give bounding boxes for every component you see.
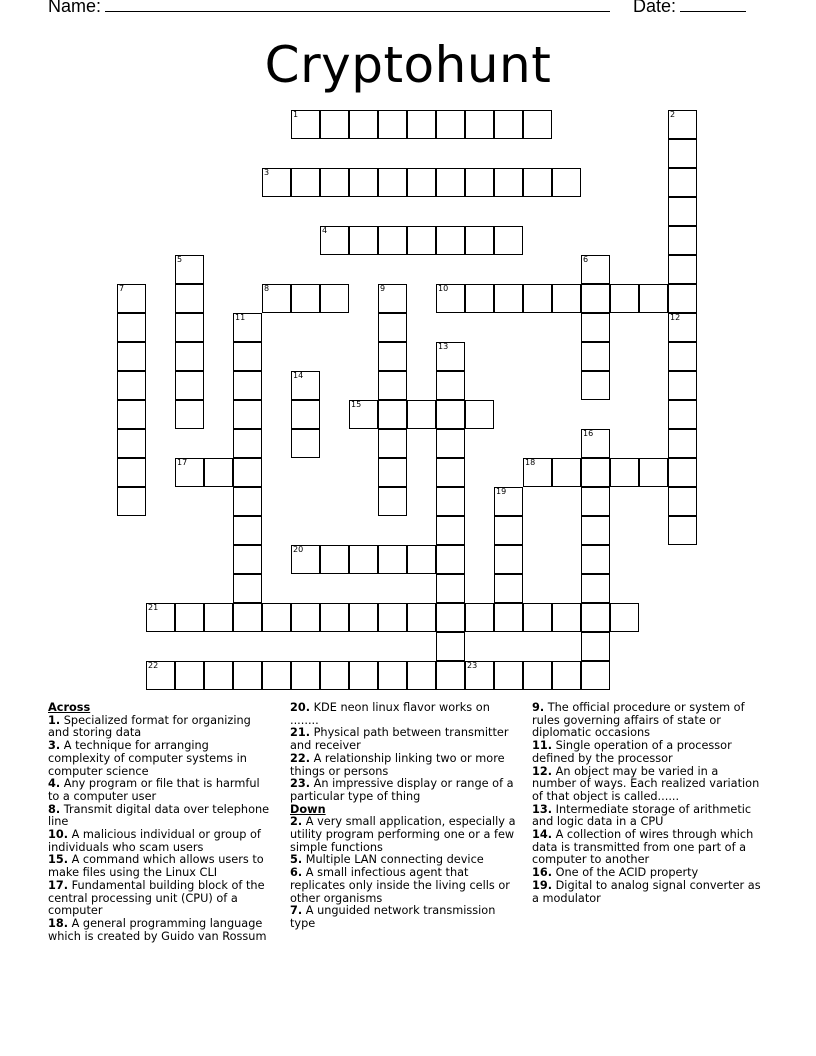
grid-cell[interactable] [581, 342, 610, 371]
across-clue [48, 829, 270, 854]
grid-cell[interactable] [204, 603, 233, 632]
grid-cell[interactable] [494, 516, 523, 545]
grid-cell[interactable] [407, 110, 436, 139]
across-clue [48, 740, 270, 778]
clue-text: A very small application, especially a utility program performing one or a few simple functions [290, 815, 516, 854]
clue-number: 18 [525, 458, 536, 467]
grid-cell[interactable] [233, 313, 262, 342]
grid-cell[interactable] [668, 342, 697, 371]
grid-cell[interactable] [436, 110, 465, 139]
grid-cell[interactable] [668, 458, 697, 487]
grid-cell[interactable] [175, 284, 204, 313]
grid-cell[interactable] [610, 603, 639, 632]
clue-text: The official procedure or system of rules governing affairs of state or diplomatic occasions [532, 701, 745, 740]
across-clue [48, 880, 270, 918]
grid-cell[interactable] [436, 400, 465, 429]
down-clue [532, 880, 764, 905]
grid-cell[interactable] [378, 400, 407, 429]
clue-number: 14 [293, 371, 304, 380]
grid-cell[interactable] [436, 226, 465, 255]
grid-cell[interactable] [668, 197, 697, 226]
grid-cell[interactable] [378, 371, 407, 400]
grid-cell[interactable] [407, 545, 436, 574]
grid-cell[interactable] [175, 400, 204, 429]
grid-cell[interactable] [320, 110, 349, 139]
across-clue [290, 727, 516, 752]
grid-cell[interactable] [523, 110, 552, 139]
grid-cell[interactable] [668, 429, 697, 458]
grid-cell[interactable] [668, 371, 697, 400]
clue-number: 15 [351, 400, 362, 409]
grid-cell[interactable] [436, 632, 465, 661]
grid-cell[interactable] [291, 545, 320, 574]
grid-cell[interactable] [291, 429, 320, 458]
clue-text: A small infectious agent that replicates only inside the living cells or other organisms [290, 866, 510, 905]
grid-cell[interactable] [175, 661, 204, 690]
clue-text: Transmit digital data over telephone line [48, 802, 270, 829]
clue-number: 22 [148, 661, 159, 670]
across-clue [48, 918, 270, 943]
grid-cell[interactable] [378, 661, 407, 690]
clue-number: 23 [467, 661, 478, 670]
grid-cell[interactable] [233, 603, 262, 632]
grid-cell[interactable] [436, 371, 465, 400]
clue-number: 7 [119, 284, 125, 293]
grid-cell[interactable] [262, 168, 291, 197]
grid-cell[interactable] [262, 603, 291, 632]
grid-cell[interactable] [494, 168, 523, 197]
grid-cell[interactable] [378, 545, 407, 574]
grid-cell[interactable] [436, 661, 465, 690]
grid-cell[interactable] [175, 458, 204, 487]
clue-text: A relationship linking two or more things or persons [290, 751, 505, 778]
clue-number-label: 3. [48, 739, 61, 753]
clue-number-label: 1. [48, 713, 61, 727]
grid-cell[interactable] [552, 603, 581, 632]
clue-text: Specialized format for organizing and storing data [48, 713, 251, 740]
grid-cell[interactable] [349, 168, 378, 197]
clue-number-label: 22. [290, 751, 311, 765]
grid-cell[interactable] [668, 400, 697, 429]
grid-cell[interactable] [668, 313, 697, 342]
grid-cell[interactable] [378, 110, 407, 139]
grid-cell[interactable] [523, 168, 552, 197]
clue-number-label: 21. [290, 726, 311, 740]
grid-cell[interactable] [291, 661, 320, 690]
grid-cell[interactable] [233, 371, 262, 400]
name-label: Name: [48, 0, 102, 16]
grid-cell[interactable] [175, 313, 204, 342]
grid-cell[interactable] [233, 487, 262, 516]
clue-text: A malicious individual or group of individuals who scam users [48, 828, 261, 854]
clue-text: Fundamental building block of the central processing unit (CPU) of a computer [48, 878, 265, 918]
grid-cell[interactable] [581, 661, 610, 690]
clue-number: 19 [496, 487, 507, 496]
grid-cell[interactable] [436, 168, 465, 197]
grid-cell[interactable] [581, 603, 610, 632]
clue-text: Multiple LAN connecting device [305, 853, 484, 867]
grid-cell[interactable] [378, 487, 407, 516]
grid-cell[interactable] [668, 110, 697, 139]
grid-cell[interactable] [407, 168, 436, 197]
grid-cell[interactable] [436, 284, 465, 313]
grid-cell[interactable] [668, 168, 697, 197]
grid-cell[interactable] [436, 574, 465, 603]
grid-cell[interactable] [436, 487, 465, 516]
grid-cell[interactable] [175, 255, 204, 284]
grid-cell[interactable] [175, 342, 204, 371]
grid-cell[interactable] [494, 661, 523, 690]
clue-number-label: 6. [290, 866, 303, 880]
grid-cell[interactable] [465, 168, 494, 197]
grid-cell[interactable] [610, 284, 639, 313]
grid-cell[interactable] [378, 603, 407, 632]
clue-text: KDE neon linux flavor works on ........ [290, 701, 490, 727]
grid-cell[interactable] [581, 255, 610, 284]
grid-cell[interactable] [349, 226, 378, 255]
across-clue [290, 778, 516, 803]
grid-cell[interactable] [494, 487, 523, 516]
grid-cell[interactable] [465, 661, 494, 690]
grid-cell[interactable] [291, 400, 320, 429]
across-clue [48, 804, 270, 829]
grid-cell[interactable] [552, 284, 581, 313]
grid-cell[interactable] [465, 110, 494, 139]
across-clue [290, 753, 516, 778]
grid-cell[interactable] [117, 458, 146, 487]
grid-cell[interactable] [117, 371, 146, 400]
grid-cell[interactable] [436, 545, 465, 574]
clue-number-label: 13. [532, 802, 553, 816]
across-clue [48, 778, 270, 803]
grid-cell[interactable] [291, 110, 320, 139]
grid-cell[interactable] [581, 632, 610, 661]
grid-cell[interactable] [233, 429, 262, 458]
grid-cell[interactable] [668, 487, 697, 516]
grid-cell[interactable] [378, 342, 407, 371]
grid-cell[interactable] [523, 458, 552, 487]
clue-number: 11 [235, 313, 246, 322]
clue-number: 9 [380, 284, 386, 293]
across-clue [48, 715, 270, 740]
grid-cell[interactable] [668, 284, 697, 313]
clue-number-label: 5. [290, 853, 303, 867]
down-clue [532, 702, 764, 740]
grid-cell[interactable] [349, 110, 378, 139]
grid-cell[interactable] [291, 284, 320, 313]
clue-number-label: 8. [48, 802, 61, 816]
grid-cell[interactable] [494, 226, 523, 255]
grid-cell[interactable] [320, 168, 349, 197]
grid-cell[interactable] [494, 284, 523, 313]
grid-cell[interactable] [523, 661, 552, 690]
clue-number-label: 20. [290, 701, 311, 714]
across-clue [48, 854, 270, 879]
grid-cell[interactable] [175, 371, 204, 400]
grid-cell[interactable] [407, 400, 436, 429]
across-clue [290, 702, 516, 727]
down-clue [532, 766, 764, 804]
clue-number-label: 15. [48, 853, 69, 867]
grid-cell[interactable] [407, 603, 436, 632]
grid-cell[interactable] [610, 458, 639, 487]
clue-number: 8 [264, 284, 270, 293]
clue-text: Digital to analog signal converter as a modulator [532, 878, 761, 905]
grid-cell[interactable] [581, 487, 610, 516]
down-heading: Down [290, 802, 326, 816]
grid-cell[interactable] [639, 284, 668, 313]
down-clue [290, 867, 516, 905]
grid-cell[interactable] [233, 545, 262, 574]
clue-text: Any program or file that is harmful to a computer user [48, 777, 260, 803]
clue-number: 16 [583, 429, 594, 438]
grid-cell[interactable] [349, 603, 378, 632]
clue-text: Physical path between transmitter and receiver [290, 726, 509, 753]
grid-cell[interactable] [117, 429, 146, 458]
grid-cell[interactable] [494, 603, 523, 632]
grid-cell[interactable] [291, 168, 320, 197]
clue-number-label: 17. [48, 878, 69, 892]
across-heading: Across [48, 701, 91, 714]
grid-cell[interactable] [581, 284, 610, 313]
grid-cell[interactable] [581, 516, 610, 545]
grid-cell[interactable] [233, 661, 262, 690]
grid-cell[interactable] [262, 284, 291, 313]
grid-cell[interactable] [378, 284, 407, 313]
date-label: Date: [633, 0, 677, 16]
grid-cell[interactable] [349, 545, 378, 574]
grid-cell[interactable] [233, 458, 262, 487]
clue-text: A collection of wires through which data is transmitted from one part of a computer to another [532, 828, 754, 867]
grid-cell[interactable] [349, 661, 378, 690]
clue-number: 6 [583, 255, 589, 264]
grid-cell[interactable] [494, 574, 523, 603]
grid-cell[interactable] [378, 168, 407, 197]
grid-cell[interactable] [146, 661, 175, 690]
clue-number: 20 [293, 545, 304, 554]
down-clue [532, 804, 764, 829]
grid-cell[interactable] [436, 603, 465, 632]
grid-cell[interactable] [436, 516, 465, 545]
clue-number: 1 [293, 110, 299, 119]
clue-number-label: 4. [48, 777, 61, 791]
clue-number-label: 19. [532, 878, 553, 892]
grid-cell[interactable] [320, 545, 349, 574]
grid-cell[interactable] [581, 371, 610, 400]
grid-cell[interactable] [204, 661, 233, 690]
clue-number: 2 [670, 110, 676, 119]
clue-number: 3 [264, 168, 270, 177]
grid-cell[interactable] [291, 603, 320, 632]
grid-cell[interactable] [378, 429, 407, 458]
grid-cell[interactable] [349, 400, 378, 429]
clue-text: Single operation of a processor defined by the processor [532, 739, 732, 765]
grid-cell[interactable] [581, 429, 610, 458]
grid-cell[interactable] [378, 226, 407, 255]
down-clue [290, 816, 516, 854]
grid-cell[interactable] [233, 516, 262, 545]
clue-number: 13 [438, 342, 449, 351]
grid-cell[interactable] [117, 284, 146, 313]
clue-number: 21 [148, 603, 159, 612]
grid-cell[interactable] [233, 400, 262, 429]
clue-number-label: 2. [290, 815, 303, 829]
grid-cell[interactable] [436, 458, 465, 487]
grid-cell[interactable] [320, 226, 349, 255]
clue-number: 17 [177, 458, 188, 467]
clue-number-label: 11. [532, 739, 553, 753]
clue-number: 5 [177, 255, 183, 264]
grid-cell[interactable] [407, 661, 436, 690]
grid-cell[interactable] [175, 603, 204, 632]
grid-cell[interactable] [668, 226, 697, 255]
down-clue [290, 905, 516, 930]
clue-number-label: 23. [290, 777, 311, 791]
clue-text: An impressive display or range of a particular type of thing [290, 777, 514, 803]
clue-text: Intermediate storage of arithmetic and logic data in a CPU [532, 802, 752, 829]
clue-number-label: 10. [48, 828, 69, 842]
clue-number: 4 [322, 226, 328, 235]
grid-cell[interactable] [523, 603, 552, 632]
grid-cell[interactable] [320, 284, 349, 313]
grid-cell[interactable] [552, 168, 581, 197]
clue-number-label: 9. [532, 701, 545, 714]
grid-cell[interactable] [320, 661, 349, 690]
grid-cell[interactable] [465, 284, 494, 313]
puzzle-title: Cryptohunt [264, 36, 552, 94]
grid-cell[interactable] [117, 342, 146, 371]
clue-number-label: 16. [532, 866, 553, 880]
grid-cell[interactable] [668, 255, 697, 284]
grid-cell[interactable] [552, 458, 581, 487]
grid-cell[interactable] [581, 313, 610, 342]
clue-number-label: 12. [532, 764, 553, 778]
grid-cell[interactable] [233, 574, 262, 603]
grid-cell[interactable] [465, 226, 494, 255]
grid-cell[interactable] [233, 342, 262, 371]
clue-number-label: 18. [48, 916, 69, 930]
clue-text: An object may be varied in a number of ways. Each realized variation of that object is called...... [532, 764, 760, 803]
clue-text: A unguided network transmission type [290, 904, 496, 930]
grid-cell[interactable] [117, 487, 146, 516]
grid-cell[interactable] [436, 342, 465, 371]
grid-cell[interactable] [117, 313, 146, 342]
grid-cell[interactable] [378, 458, 407, 487]
clue-text: A command which allows users to make files using the Linux CLI [48, 853, 264, 880]
clues-column-3 [532, 702, 764, 905]
grid-cell[interactable] [668, 516, 697, 545]
grid-cell[interactable] [494, 545, 523, 574]
clue-number-label: 7. [290, 904, 303, 918]
grid-cell[interactable] [581, 574, 610, 603]
clue-number: 10 [438, 284, 449, 293]
grid-cell[interactable] [668, 139, 697, 168]
grid-cell[interactable] [465, 400, 494, 429]
grid-cell[interactable] [639, 458, 668, 487]
grid-cell[interactable] [581, 545, 610, 574]
grid-cell[interactable] [465, 603, 494, 632]
grid-cell[interactable] [291, 371, 320, 400]
down-clue [532, 740, 764, 765]
grid-cell[interactable] [523, 284, 552, 313]
grid-cell[interactable] [117, 400, 146, 429]
clue-text: A technique for arranging complexity of computer systems in computer science [48, 739, 247, 778]
clues-column-2 [290, 702, 516, 931]
grid-cell[interactable] [378, 313, 407, 342]
grid-cell[interactable] [407, 226, 436, 255]
grid-cell[interactable] [436, 429, 465, 458]
down-clue [532, 829, 764, 867]
clue-text: A general programming language which is created by Guido van Rossum [48, 916, 267, 943]
clues-column-1 [48, 702, 270, 943]
grid-cell[interactable] [552, 661, 581, 690]
grid-cell[interactable] [581, 458, 610, 487]
clue-number-label: 14. [532, 828, 553, 842]
grid-cell[interactable] [204, 458, 233, 487]
grid-cell[interactable] [146, 603, 175, 632]
grid-cell[interactable] [262, 661, 291, 690]
grid-cell[interactable] [320, 603, 349, 632]
clue-text: One of the ACID property [555, 866, 699, 880]
clue-number: 12 [670, 313, 681, 322]
grid-cell[interactable] [494, 110, 523, 139]
